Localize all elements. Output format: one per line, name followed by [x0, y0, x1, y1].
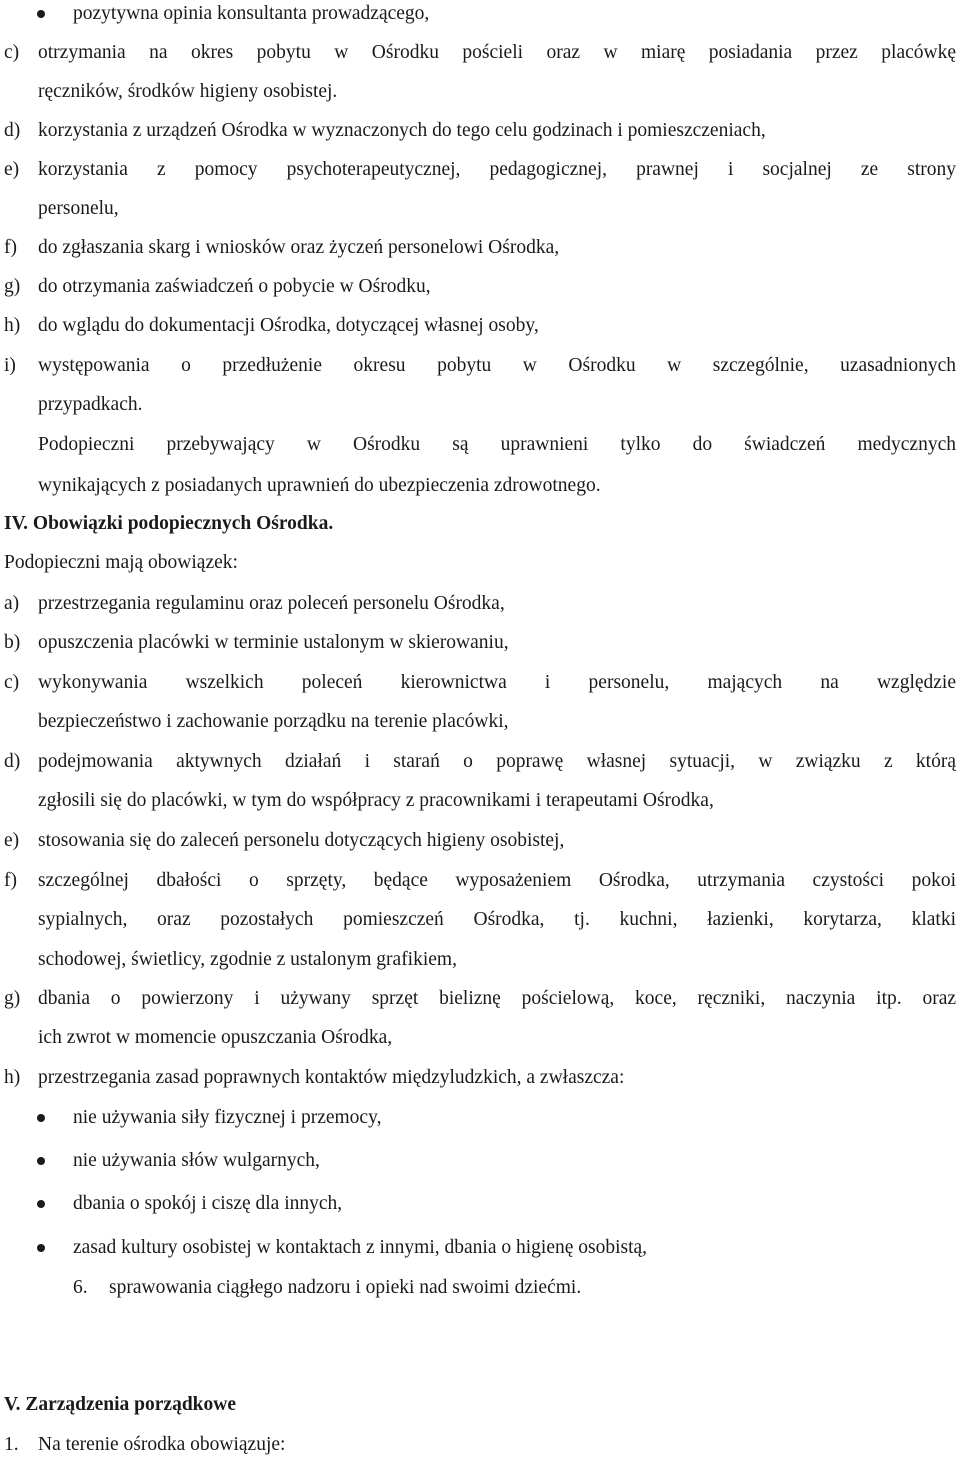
- bullet-marker: [37, 1244, 45, 1252]
- list-marker: f): [4, 237, 17, 258]
- list-item-text: ręczników, środków higieny osobistej.: [38, 81, 338, 102]
- list-item-text: sypialnych, oraz pozostałych pomieszczeń Ośrodka, tj. kuchni, łazienki, korytarza, klatki: [38, 909, 956, 930]
- numbered-item-text: sprawowania ciągłego nadzoru i opieki nad swoimi dziećmi.: [109, 1277, 582, 1298]
- list-marker: e): [4, 830, 20, 851]
- list-item-text: przestrzegania regulaminu oraz poleceń personelu Ośrodka,: [38, 593, 505, 614]
- list-marker: b): [4, 632, 21, 653]
- list-item-text: do wglądu do dokumentacji Ośrodka, dotyczącej własnej osoby,: [38, 315, 539, 336]
- section-intro: Podopieczni mają obowiązek:: [4, 552, 238, 573]
- list-item-text: personelu,: [38, 198, 119, 219]
- bullet-marker: [37, 1200, 45, 1208]
- list-marker: d): [4, 751, 21, 772]
- list-marker: f): [4, 870, 17, 891]
- numbered-item-text: Na terenie ośrodka obowiązuje:: [38, 1434, 286, 1455]
- list-item-text: wykonywania wszelkich poleceń kierownictwa i personelu, mających na względzie: [38, 672, 956, 693]
- numbered-marker: 6.: [73, 1277, 88, 1298]
- list-item-text: przypadkach.: [38, 394, 143, 415]
- top-bullet-text: pozytywna opinia konsultanta prowadzącego,: [73, 3, 430, 24]
- list-item-text: korzystania z pomocy psychoterapeutycznej, pedagogicznej, prawnej i socjalnej ze strony: [38, 159, 956, 180]
- list-item-text: korzystania z urządzeń Ośrodka w wyznaczonych do tego celu godzinach i pomieszczeniach,: [38, 120, 766, 141]
- list-marker: c): [4, 672, 20, 693]
- bullet-item-text: nie używania siły fizycznej i przemocy,: [73, 1107, 382, 1128]
- list-marker: e): [4, 159, 20, 180]
- list-marker: h): [4, 315, 21, 336]
- bullet-marker: [37, 10, 45, 18]
- list-marker: i): [4, 355, 16, 376]
- rights-note-text: wynikających z posiadanych uprawnień do ubezpieczenia zdrowotnego.: [38, 475, 601, 496]
- bullet-item-text: zasad kultury osobistej w kontaktach z innymi, dbania o higienę osobistą,: [73, 1237, 648, 1258]
- rights-note-text: Podopieczni przebywający w Ośrodku są uprawnieni tylko do świadczeń medycznych: [38, 434, 956, 455]
- bullet-item-text: nie używania słów wulgarnych,: [73, 1150, 320, 1171]
- list-item-text: otrzymania na okres pobytu w Ośrodku pościeli oraz w miarę posiadania przez placówkę: [38, 42, 956, 63]
- bullet-marker: [37, 1114, 45, 1122]
- list-item-text: szczególnej dbałości o sprzęty, będące wyposażeniem Ośrodka, utrzymania czystości pokoi: [38, 870, 956, 891]
- list-item-text: dbania o powierzony i używany sprzęt bieliznę pościelową, koce, ręczniki, naczynia itp. oraz: [38, 988, 956, 1009]
- list-item-text: ich zwrot w momencie opuszczania Ośrodka,: [38, 1027, 393, 1048]
- bullet-item-text: dbania o spokój i ciszę dla innych,: [73, 1193, 343, 1214]
- list-marker: h): [4, 1067, 21, 1088]
- list-item-text: przestrzegania zasad poprawnych kontaktów międzyludzkich, a zwłaszcza:: [38, 1067, 625, 1088]
- list-item-text: do zgłaszania skarg i wniosków oraz życzeń personelowi Ośrodka,: [38, 237, 560, 258]
- list-marker: g): [4, 276, 21, 297]
- list-item-text: występowania o przedłużenie okresu pobytu w Ośrodku w szczególnie, uzasadnionych: [38, 355, 956, 376]
- list-marker: d): [4, 120, 21, 141]
- list-marker: g): [4, 988, 21, 1009]
- list-item-text: bezpieczeństwo i zachowanie porządku na terenie placówki,: [38, 711, 509, 732]
- list-item-text: podejmowania aktywnych działań i starań o poprawę własnej sytuacji, w związku z którą: [38, 751, 956, 772]
- list-item-text: schodowej, świetlicy, zgodnie z ustalonym grafikiem,: [38, 949, 457, 970]
- numbered-marker: 1.: [4, 1434, 19, 1455]
- bullet-marker: [37, 1157, 45, 1165]
- list-marker: a): [4, 593, 20, 614]
- list-item-text: zgłosili się do placówki, w tym do współpracy z pracownikami i terapeutami Ośrodka,: [38, 790, 714, 811]
- list-item-text: stosowania się do zaleceń personelu dotyczących higieny osobistej,: [38, 830, 565, 851]
- list-item-text: do otrzymania zaświadczeń o pobycie w Ośrodku,: [38, 276, 431, 297]
- section-heading: V. Zarządzenia porządkowe: [4, 1394, 237, 1415]
- section-heading: IV. Obowiązki podopiecznych Ośrodka.: [4, 513, 334, 534]
- list-item-text: opuszczenia placówki w terminie ustalonym w skierowaniu,: [38, 632, 509, 653]
- list-marker: c): [4, 42, 20, 63]
